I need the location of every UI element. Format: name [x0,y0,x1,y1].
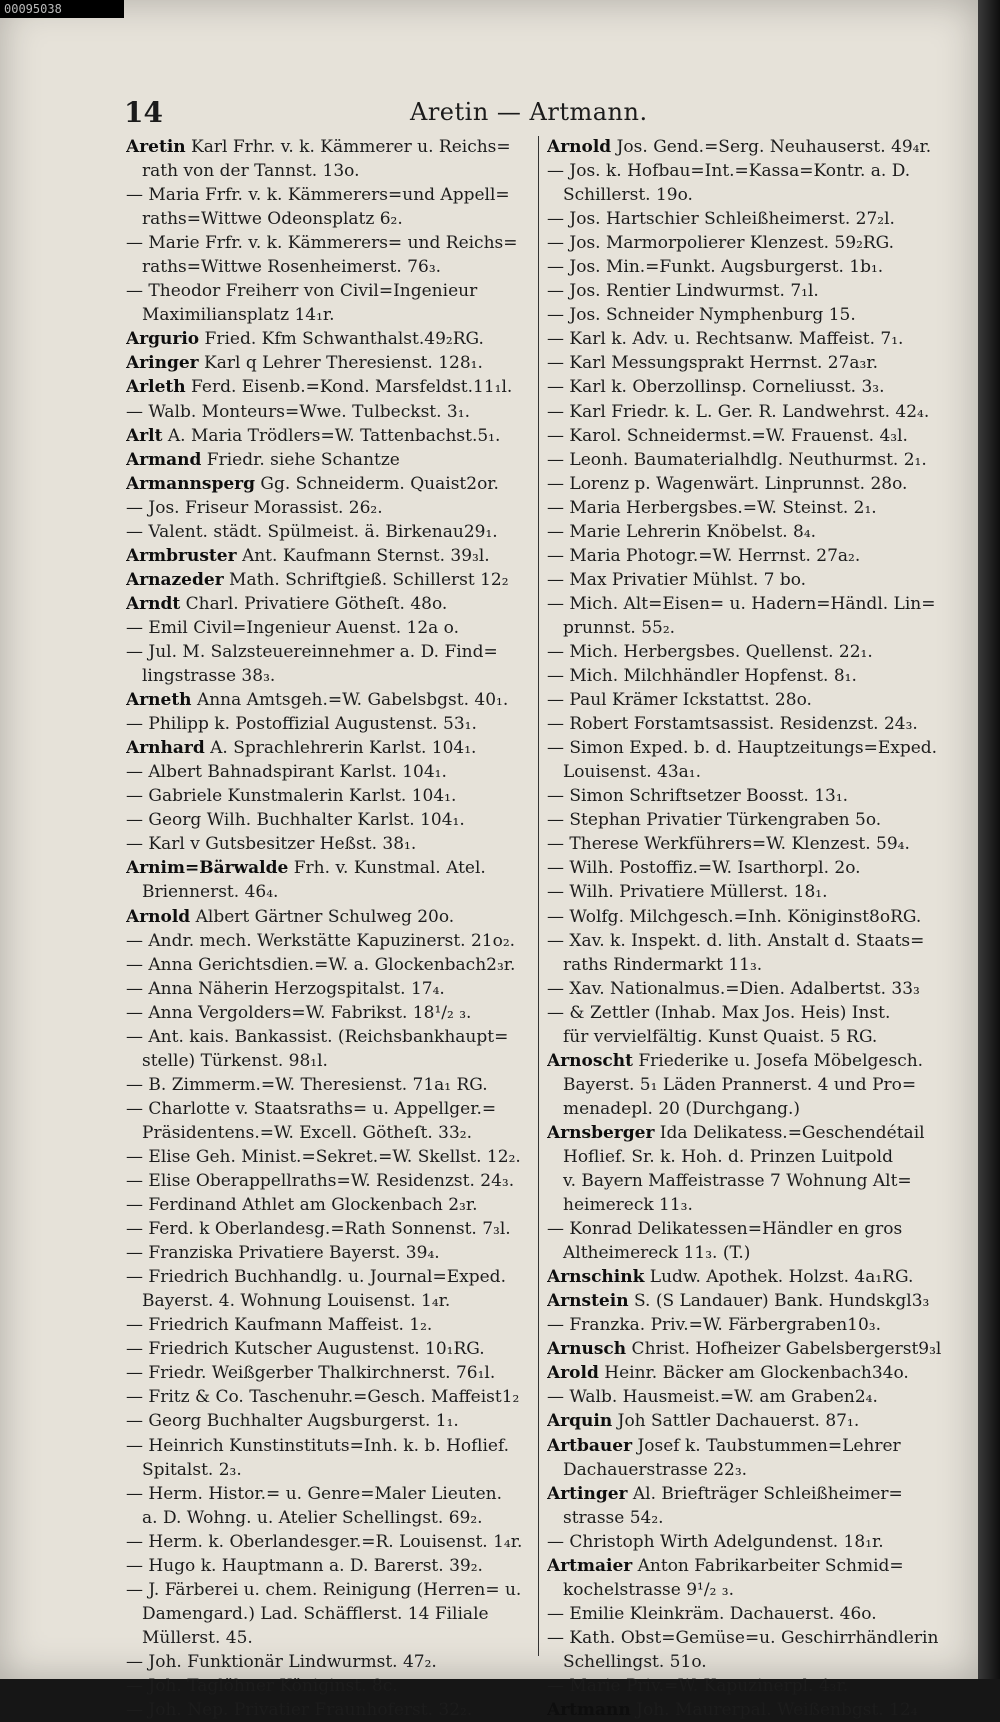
directory-entry-line [126,784,536,808]
directory-entry-line [547,1674,955,1698]
entry-text: — Jos. Schneider Nymphenburg 15. [547,305,856,326]
directory-entry-line [547,1241,955,1265]
entry-text: Ludw. Apothek. Holzst. 4a₁RG. [644,1267,914,1288]
directory-entry-line [547,616,955,640]
entry-text: — Marie Lehrerin Knöbelst. 8₄. [547,521,817,542]
entry-text: — Friedrich Buchhandlg. u. Journal=Exped. [126,1267,506,1288]
entry-text: — Paul Krämer Ickstattst. 28o. [547,690,812,711]
directory-entry-line [126,424,536,448]
directory-entry-line [126,1097,536,1121]
entry-text: — Elise Oberappellraths=W. Residenzst. 24₃. [126,1171,515,1192]
directory-entry-line [547,400,955,424]
directory-entry-line [547,375,955,399]
entry-text: — Georg Buchhalter Augsburgerst. 1₁. [126,1411,459,1432]
entry-text: stelle) Türkenst. 98₁l. [142,1050,328,1071]
directory-entry-line [547,977,955,1001]
entry-surname: Arndt [126,593,181,614]
entry-text: Altheimereck 11₃. (T.) [563,1243,751,1264]
directory-entry-line [547,1313,955,1337]
directory-entry-line [126,1409,536,1433]
entry-text: — Emilie Kleinkräm. Dachauerst. 46o. [547,1603,877,1624]
entry-text: — Jos. Marmorpolierer Klenzest. 59₂RG. [547,233,895,254]
entry-text: — Albert Bahnadspirant Karlst. 104₁. [126,762,447,783]
entry-surname: Arnold [547,137,612,157]
directory-entry-line [547,496,955,520]
entry-text: — Marie Frfr. v. k. Kämmerers= und Reichs= [126,233,518,254]
entry-surname: Arnschink [547,1267,645,1288]
entry-text: — Jos. k. Hofbau=Int.=Kassa=Kontr. a. D. [547,161,911,182]
entry-surname: Arnazeder [126,569,224,590]
entry-text: — Walb. Monteurs=Wwe. Tulbeckst. 3₁. [126,401,470,422]
directory-entry-line [126,1650,536,1674]
directory-entry-line [126,1361,536,1385]
entry-text: — Friedrich Kutscher Augustenst. 10₁RG. [126,1339,485,1360]
entry-text: — Walb. Hausmeist.=W. am Graben2₄. [547,1387,878,1408]
directory-entry-line [547,640,955,664]
directory-entry-line [126,712,536,736]
entry-surname: Artmann [547,1700,631,1721]
entry-text: raths=Wittwe Rosenheimerst. 76₃. [142,257,442,278]
entry-text: — Stephan Privatier Türkengraben 5o. [547,810,882,831]
directory-entry-line [126,1458,536,1482]
directory-entry-line [126,1602,536,1626]
entry-text: Jos. Gend.=Serg. Neuhauserst. 49₄r. [611,137,932,157]
directory-entry-line [126,1385,536,1409]
entry-text: — Friedr. Weißgerber Thalkirchnerst. 76₁l. [126,1363,496,1384]
directory-entry-line [126,544,536,568]
entry-text: raths Rindermarkt 11₃. [563,954,763,975]
entry-text: Spitalst. 2₃. [142,1459,242,1480]
entry-text: — Herm. Histor.= u. Genre=Maler Lieuten. [126,1483,503,1504]
directory-entry-line [547,1025,955,1049]
directory-entry-line [126,400,536,424]
directory-entry-line [547,448,955,472]
entry-text: rath von der Tannst. 13o. [142,161,360,182]
entry-text: — Mich. Alt=Eisen= u. Hadern=Händl. Lin= [547,593,936,614]
directory-entry-line [126,1554,536,1578]
directory-entry-line [126,1265,536,1289]
directory-entry-line [547,953,955,977]
directory-entry-line [126,1530,536,1554]
directory-entry-line [547,159,955,183]
entry-text: — Maria Photogr.=W. Herrnst. 27a₂. [547,545,861,566]
entry-text: — Anna Näherin Herzogspitalst. 17₄. [126,978,445,999]
entry-surname: Arneth [126,690,192,711]
directory-entry-line [126,880,536,904]
entry-text: — Karl Messungsprakt Herrnst. 27a₃r. [547,353,879,374]
directory-entry-line [547,760,955,784]
entry-text: Bayerst. 5₁ Läden Prannerst. 4 und Pro= [563,1074,917,1095]
entry-text: Gg. Schneiderm. Quaist2or. [255,473,499,494]
page-header [120,92,940,132]
directory-entry-line [126,1698,536,1722]
entry-text: — Herm. k. Oberlandesger.=R. Louisenst. 1₄r. [126,1531,523,1552]
directory-entry-line [547,712,955,736]
entry-text: A. Sprachlehrerin Karlst. 104₁. [204,738,477,759]
directory-entry-line [126,1217,536,1241]
directory-entry-line [547,1121,955,1145]
entry-text: Dachauerstrasse 22₃. [563,1459,748,1480]
entry-text: A. Maria Trödlers=W. Tattenbachst.5₁. [162,425,501,446]
directory-entry-line [547,1169,955,1193]
directory-entry-line [126,448,536,472]
directory-entry-line [126,1506,536,1530]
entry-text: raths=Wittwe Odeonsplatz 6₂. [142,209,403,230]
directory-entry-line [126,1482,536,1506]
entry-text: Ant. Kaufmann Sternst. 39₃l. [236,545,490,566]
entry-text: — Anna Gerichtsdien.=W. a. Glockenbach2₃r. [126,954,516,975]
entry-text: — Simon Exped. b. d. Hauptzeitungs=Exped. [547,738,938,759]
entry-surname: Artmaier [547,1555,633,1576]
directory-entry-line [547,1001,955,1025]
entry-text: — Karl Friedr. k. L. Ger. R. Landwehrst. 42₄. [547,401,930,422]
directory-entry-line [126,1073,536,1097]
entry-surname: Armbruster [126,545,237,566]
entry-surname: Artinger [547,1483,628,1504]
entry-text: prunnst. 55₂. [563,617,676,638]
directory-entry-line [126,953,536,977]
entry-text: — Leonh. Baumaterialhdlg. Neuthurmst. 2₁. [547,449,927,470]
entry-text: — Emil Civil=Ingenieur Auenst. 12a o. [126,617,460,638]
directory-entry-line [547,1073,955,1097]
directory-entry-line [126,327,536,351]
directory-entry-line [126,279,536,303]
entry-text: Ferd. Eisenb.=Kond. Marsfeldst.11₁l. [185,377,513,398]
entry-text: a. D. Wohng. u. Atelier Schellingst. 69₂. [142,1507,483,1528]
entry-text: heimereck 11₃. [563,1195,693,1216]
entry-text: — Jos. Rentier Lindwurmst. 7₁l. [547,281,819,302]
directory-entry-line [126,1049,536,1073]
entry-surname: Argurio [126,329,200,350]
directory-entry-line [126,303,536,327]
entry-surname: Armannsperg [126,473,255,494]
directory-entry-line [547,135,955,159]
entry-surname: Aretin [126,137,186,157]
entry-text: — Valent. städt. Spülmeist. ä. Birkenau29₁. [126,521,498,542]
entry-text: — Franziska Privatiere Bayerst. 39₄. [126,1243,440,1264]
directory-entry-line [547,231,955,255]
entry-text: Math. Schriftgieß. Schillerst 12₂ [223,569,509,590]
entry-text: — Jul. M. Salzsteuereinnehmer a. D. Find= [126,641,498,662]
directory-entry-line [126,616,536,640]
entry-text: — Andr. mech. Werkstätte Kapuzinerst. 21o₂. [126,930,516,951]
directory-entry-line [547,1578,955,1602]
entry-text: — Jos. Min.=Funkt. Augsburgerst. 1b₁. [547,257,884,278]
entry-text: — B. Zimmerm.=W. Theresienst. 71a₁ RG. [126,1074,488,1095]
directory-entry-line [547,424,955,448]
directory-entry-line [547,1482,955,1506]
directory-entry-line [126,832,536,856]
directory-entry-line [126,664,536,688]
entry-surname: Arnhard [126,738,205,759]
entry-text: — Ferdinand Athlet am Glockenbach 2₃r. [126,1195,478,1216]
entry-text: strasse 54₂. [563,1507,664,1528]
directory-entry-line [126,977,536,1001]
directory-entry-line [126,1121,536,1145]
directory-entry-line [126,905,536,929]
entry-surname: Armand [126,449,202,470]
directory-entry-line [547,255,955,279]
directory-entry-line [126,760,536,784]
directory-entry-line [126,520,536,544]
entry-surname: Arnsberger [547,1122,655,1143]
directory-entry-line [126,1337,536,1361]
entry-text: menadepl. 20 (Durchgang.) [563,1098,801,1119]
directory-entry-line [126,688,536,712]
directory-entry-line [547,544,955,568]
directory-entry-line [547,1049,955,1073]
entry-text: — Theodor Freiherr von Civil=Ingenieur [126,281,478,302]
directory-entry-line [547,568,955,592]
entry-text: — Fritz & Co. Taschenuhr.=Gesch. Maffeist1₂ [126,1387,520,1408]
entry-text: — Jos. Hartschier Schleißheimerst. 27₂l. [547,209,895,230]
directory-entry-line [126,1001,536,1025]
directory-entry-line [547,1506,955,1530]
entry-surname: Arnoscht [547,1050,633,1071]
entry-text: Karl Frhr. v. k. Kämmerer u. Reichs= [185,137,511,157]
directory-entry-line [547,929,955,953]
directory-entry-line [547,303,955,327]
entry-text: — Karl k. Adv. u. Rechtsanw. Maffeist. 7₁. [547,329,904,350]
entry-text: — Charlotte v. Staatsraths= u. Appellger.= [126,1098,497,1119]
entry-text: — Heinrich Kunstinstituts=Inh. k. b. Hoflief. [126,1435,510,1456]
directory-entry-line [547,856,955,880]
entry-text: — Friedrich Kaufmann Maffeist. 1₂. [126,1315,433,1336]
directory-entry-line [126,351,536,375]
entry-text: Frh. v. Kunstmal. Atel. [288,858,486,879]
entry-text: Müllerst. 45. [142,1627,253,1648]
entry-text: — Joh. Nep. Privatier Fraunhoferst. 32₂. [126,1700,473,1721]
entry-text: — Kath. Obst=Gemüse=u. Geschirrhändlerin [547,1627,939,1648]
entry-text: — & Zettler (Inhab. Max Jos. Heis) Inst. [547,1002,891,1023]
directory-entry-line [126,135,536,159]
directory-entry-line [126,159,536,183]
directory-entry-line [547,808,955,832]
entry-text: Bayerst. 4. Wohnung Louisenst. 1₄r. [142,1291,451,1312]
directory-entry-line [547,1602,955,1626]
directory-entry-line [547,1217,955,1241]
entry-text: — Xav. k. Inspekt. d. lith. Anstalt d. Staats= [547,930,925,951]
entry-text: — Xav. Nationalmus.=Dien. Adalbertst. 33₃ [547,978,920,999]
directory-entry-line [547,1145,955,1169]
entry-surname: Arold [547,1363,599,1384]
directory-entry-line [547,1530,955,1554]
directory-entry-line [126,472,536,496]
entry-text: Joh. Maurerpal. Weißenbgst. 12₄ [630,1700,918,1721]
entry-text: Christ. Hofheizer Gabelsbergerst9₃l [626,1339,942,1360]
directory-entry-line [126,856,536,880]
directory-entry-line [547,1409,955,1433]
entry-surname: Arlt [126,425,163,446]
entry-text: Karl q Lehrer Theresienst. 128₁. [198,353,483,374]
entry-text: — Franzka. Priv.=W. Färbergraben10₃. [547,1315,882,1336]
directory-entry-line [547,664,955,688]
directory-entry-line [126,929,536,953]
entry-text: — Robert Forstamtsassist. Residenzst. 24₃. [547,714,918,735]
entry-text: — Ferd. k Oberlandesg.=Rath Sonnenst. 7₃l. [126,1219,511,1240]
directory-entry-line [126,1193,536,1217]
directory-entry-line [126,255,536,279]
directory-entry-line [126,1289,536,1313]
entry-text: Schellingst. 51o. [563,1651,707,1672]
running-head: Aretin — Artmann. [410,98,648,126]
entry-text: — Mich. Herbergsbes. Quellenst. 22₁. [547,641,873,662]
entry-text: — Georg Wilh. Buchhalter Karlst. 104₁. [126,810,465,831]
directory-entry-line [126,1241,536,1265]
entry-text: S. (S Landauer) Bank. Hundskgl3₃ [628,1291,930,1312]
directory-entry-line [126,1025,536,1049]
entry-text: Friederike u. Josefa Möbelgesch. [632,1050,924,1071]
directory-entry-line [126,568,536,592]
directory-entry-line [547,351,955,375]
entry-text: — Anna Vergolders=W. Fabrikst. 18¹/₂ ₃. [126,1002,472,1023]
directory-entry-line [126,640,536,664]
directory-entry-line [547,1650,955,1674]
entry-surname: Arquin [547,1411,613,1432]
entry-surname: Arnim=Bärwalde [126,858,289,879]
directory-entry-line [126,375,536,399]
directory-entry-line [547,327,955,351]
directory-entry-line [547,1361,955,1385]
directory-entry-line [547,1193,955,1217]
entry-text: — Simon Schriftsetzer Boosst. 13₁. [547,786,849,807]
entry-text: — Wolfg. Milchgesch.=Inh. Königinst8oRG. [547,906,922,927]
directory-entry-line [126,231,536,255]
directory-entry-line [547,183,955,207]
directory-entry-line [547,832,955,856]
entry-text: Damengard.) Lad. Schäfflerst. 14 Filiale [142,1603,489,1624]
entry-text: — Elise Geh. Minist.=Sekret.=W. Skellst. 12₂. [126,1146,521,1167]
directory-entry-line [547,1289,955,1313]
entry-text: Albert Gärtner Schulweg 20o. [190,906,455,927]
entry-text: Hoflief. Sr. k. Hoh. d. Prinzen Luitpold [563,1146,893,1167]
entry-text: Heinr. Bäcker am Glockenbach34o. [598,1363,909,1384]
entry-text: — Wilh. Postoffiz.=W. Isarthorpl. 2o. [547,858,861,879]
directory-entry-line [126,736,536,760]
directory-entry-line [547,880,955,904]
entry-text: — Ant. kais. Bankassist. (Reichsbankhaupt= [126,1026,509,1047]
page-edge [978,0,1000,1679]
entry-text: lingstrasse 38₃. [142,666,276,687]
right-column [547,135,955,1722]
entry-text: — Gabriele Kunstmalerin Karlst. 104₁. [126,786,457,807]
entry-surname: Arnstein [547,1291,629,1312]
entry-text: Fried. Kfm Schwanthalst.49₂RG. [199,329,484,350]
entry-text: Schillerst. 19o. [563,185,693,206]
entry-text: Briennerst. 46₄. [142,882,279,903]
directory-entry-line [547,1458,955,1482]
directory-entry-line [126,207,536,231]
directory-entry-line [126,1578,536,1602]
entry-text: Präsidentens.=W. Excell. Götheſt. 33₂. [142,1122,472,1143]
directory-entry-line [126,1313,536,1337]
directory-entry-line [547,1626,955,1650]
directory-entry-line [547,905,955,929]
entry-text: Maximiliansplatz 14₁r. [142,305,335,326]
left-column [126,135,536,1722]
entry-text: für vervielfältig. Kunst Quaist. 5 RG. [563,1026,878,1047]
directory-entry-line [547,1385,955,1409]
entry-text: — Philipp k. Postoffizial Augustenst. 53₁. [126,714,477,735]
directory-entry-line [547,784,955,808]
scan-label: 00095038 [0,0,124,18]
entry-text: Charl. Privatiere Götheſt. 48o. [180,593,448,614]
directory-entry-line [547,207,955,231]
directory-entry-line [126,1434,536,1458]
entry-text: — Karl k. Oberzollinsp. Corneliusst. 3₃. [547,377,885,398]
directory-entry-line [547,1337,955,1361]
entry-surname: Arnusch [547,1339,627,1360]
entry-text: Anna Amtsgeh.=W. Gabelsbgst. 40₁. [191,690,509,711]
entry-text: Friedr. siehe Schantze [201,449,400,470]
entry-text: v. Bayern Maffeistrasse 7 Wohnung Alt= [563,1171,912,1192]
entry-text: — Hugo k. Hauptmann a. D. Barerst. 39₂. [126,1555,483,1576]
directory-entry-line [547,1554,955,1578]
directory-entry-line [547,1265,955,1289]
entry-text: — Jos. Friseur Morassist. 26₂. [126,497,383,518]
entry-text: — Karl v Gutsbesitzer Heßst. 38₁. [126,834,417,855]
directory-entry-line [547,688,955,712]
directory-entry-line [126,1169,536,1193]
entry-text: — Joh. Taglöhner Königinst. 8c. [126,1676,398,1696]
directory-entry-line [547,520,955,544]
entry-text: — J. Färberei u. chem. Reinigung (Herren= u. [126,1579,522,1600]
entry-text: Josef k. Taubstummen=Lehrer [632,1435,901,1456]
entry-text: Joh Sattler Dachauerst. 87₁. [612,1411,860,1432]
directory-entry-line [126,1674,536,1698]
entry-surname: Artbauer [547,1435,633,1456]
directory-entry-line [547,1097,955,1121]
entry-text: — Konrad Delikatessen=Händler en gros [547,1219,903,1240]
entry-text: Ida Delikatess.=Geschendétail [654,1122,925,1143]
entry-text: kochelstrasse 9¹/₂ ₃. [563,1579,735,1600]
directory-entry-line [547,472,955,496]
entry-text: Anton Fabrikarbeiter Schmid= [632,1555,904,1576]
entry-surname: Arnold [126,906,191,927]
entry-surname: Arleth [126,377,186,398]
entry-text: — Wilh. Privatiere Müllerst. 18₁. [547,882,828,903]
directory-entry-line [126,592,536,616]
directory-entry-line [547,1434,955,1458]
directory-entry-line [547,736,955,760]
entry-text: — Max Privatier Mühlst. 7 bo. [547,569,807,590]
entry-text: — Marie Priv.=W. Kapuzinerpl. 4₃r. [547,1676,849,1696]
entry-text: — Mich. Milchhändler Hopfenst. 8₁. [547,666,857,687]
entry-text: — Maria Frfr. v. k. Kämmerers=und Appell= [126,185,510,206]
directory-entry-line [547,279,955,303]
directory-entry-line [547,1698,955,1722]
entry-text: — Lorenz p. Wagenwärt. Linprunnst. 28o. [547,473,908,494]
entry-text: — Joh. Funktionär Lindwurmst. 47₂. [126,1651,437,1672]
entry-text: Louisenst. 43a₁. [563,762,701,783]
directory-entry-line [126,1145,536,1169]
page-number: 14 [124,96,163,129]
entry-text: — Christoph Wirth Adelgundenst. 18₁r. [547,1531,884,1552]
entry-surname: Aringer [126,353,199,374]
entry-text: — Maria Herbergsbes.=W. Steinst. 2₁. [547,497,877,518]
entry-text: — Therese Werkführers=W. Klenzest. 59₄. [547,834,910,855]
directory-entry-line [126,496,536,520]
directory-entry-line [126,808,536,832]
entry-text: — Karol. Schneidermst.=W. Frauenst. 4₃l. [547,425,908,446]
directory-entry-line [126,183,536,207]
column-divider [538,136,539,1656]
entry-text: Al. Briefträger Schleißheimer= [627,1483,903,1504]
directory-entry-line [126,1626,536,1650]
directory-entry-line [547,592,955,616]
